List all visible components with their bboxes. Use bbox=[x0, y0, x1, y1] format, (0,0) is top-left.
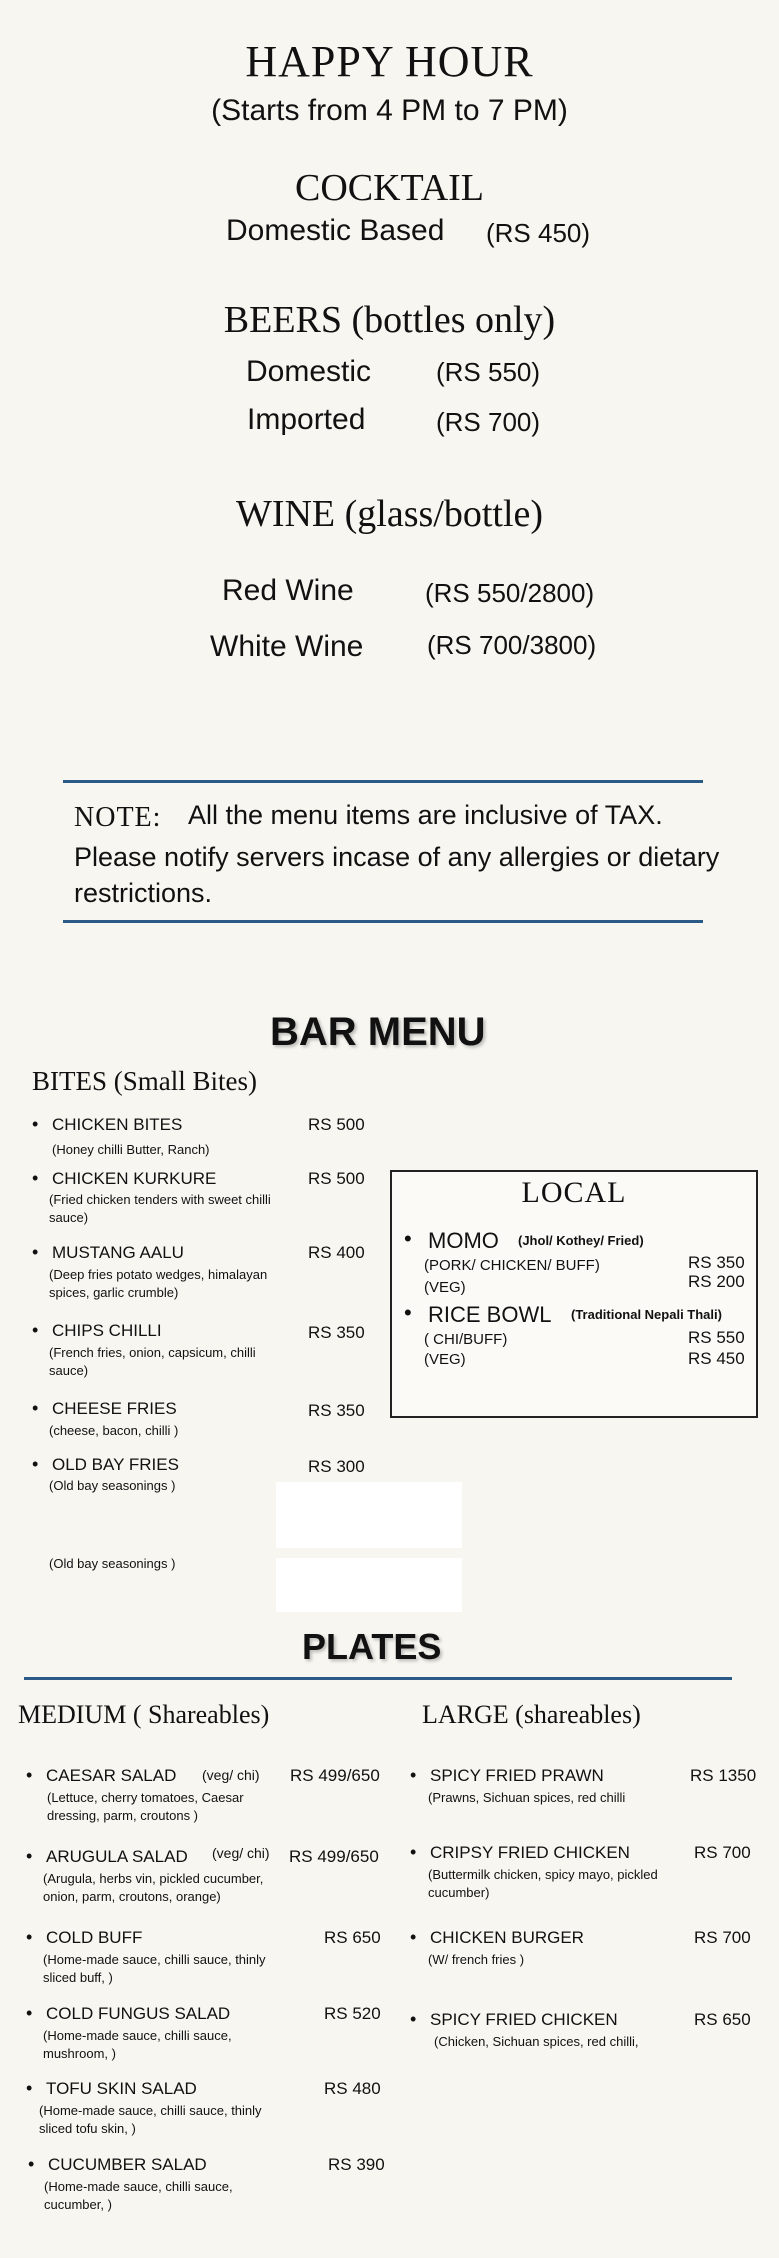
blank-patch bbox=[276, 1558, 462, 1612]
large-title: LARGE (shareables) bbox=[422, 1700, 641, 1729]
item-description: (Home-made sauce, chilli sauce, thinly sliced tofu skin, ) bbox=[39, 2103, 262, 2136]
happy-hour-subtitle: (Starts from 4 PM to 7 PM) bbox=[211, 94, 568, 127]
item-name: CUCUMBER SALAD bbox=[48, 2155, 207, 2174]
note-line-1: All the menu items are inclusive of TAX. bbox=[188, 800, 663, 830]
item-price: RS 520 bbox=[324, 2004, 381, 2023]
bullet: • bbox=[26, 1927, 33, 1947]
variant-price: RS 450 bbox=[688, 1349, 745, 1368]
plates-rule bbox=[24, 1677, 732, 1680]
happy-hour-title: HAPPY HOUR bbox=[245, 37, 534, 86]
bullet: • bbox=[32, 1114, 39, 1134]
item-price: RS 350 bbox=[308, 1323, 365, 1342]
item-price: RS 300 bbox=[308, 1457, 365, 1476]
item-description: (Old bay seasonings ) bbox=[49, 1478, 176, 1493]
note-line-2: Please notify servers incase of any allergies or dietary bbox=[74, 842, 720, 872]
bullet: • bbox=[410, 2009, 417, 2029]
item-description: (Prawns, Sichuan spices, red chilli bbox=[428, 1790, 626, 1805]
item-price: RS 400 bbox=[308, 1243, 365, 1262]
bullet: • bbox=[32, 1242, 39, 1262]
bullet: • bbox=[26, 2003, 33, 2023]
item-price: RS 500 bbox=[308, 1115, 365, 1134]
note-line-3: restrictions. bbox=[74, 878, 213, 908]
item-description: (Fried chicken tenders with sweet chilli sauce) bbox=[49, 1192, 271, 1225]
item-price: RS 499/650 bbox=[290, 1766, 380, 1785]
bullet: • bbox=[32, 1454, 39, 1474]
variant-price: RS 200 bbox=[688, 1272, 745, 1291]
item-name: SPICY FRIED PRAWN bbox=[430, 1766, 604, 1785]
bullet: • bbox=[404, 1226, 412, 1251]
item-name: CHICKEN BURGER bbox=[430, 1928, 584, 1947]
bullet: • bbox=[26, 1765, 33, 1785]
item-description: (Home-made sauce, chilli sauce, mushroom, ) bbox=[43, 2028, 232, 2061]
white-wine-label: White Wine bbox=[210, 630, 364, 663]
item-description: (Arugula, herbs vin, pickled cucumber, onion, parm, croutons, orange) bbox=[43, 1871, 264, 1904]
blank-patch bbox=[276, 1482, 462, 1548]
item-name: CAESAR SALAD bbox=[46, 1766, 177, 1785]
item-tag: (veg/ chi) bbox=[202, 1767, 260, 1783]
local-item-name: MOMO bbox=[428, 1228, 499, 1253]
local-title: LOCAL bbox=[521, 1176, 627, 1209]
item-description: (Honey chilli Butter, Ranch) bbox=[52, 1142, 210, 1157]
item-name: COLD BUFF bbox=[46, 1928, 143, 1947]
variant-label: (VEG) bbox=[424, 1351, 466, 1368]
note-top-rule bbox=[63, 780, 703, 783]
item-name: CHIPS CHILLI bbox=[52, 1321, 162, 1340]
item-price: RS 1350 bbox=[690, 1766, 757, 1785]
item-price: RS 650 bbox=[324, 1928, 381, 1947]
red-wine-label: Red Wine bbox=[222, 574, 354, 607]
repeat-description: (Old bay seasonings ) bbox=[49, 1556, 176, 1571]
item-price: RS 480 bbox=[324, 2079, 381, 2098]
variant-price: RS 550 bbox=[688, 1328, 745, 1347]
item-name: CRIPSY FRIED CHICKEN bbox=[430, 1843, 630, 1862]
local-item-note: (Traditional Nepali Thali) bbox=[571, 1307, 722, 1322]
variant-price: RS 350 bbox=[688, 1253, 745, 1272]
beer-imported-label: Imported bbox=[247, 403, 366, 436]
bar-menu-title: BAR MENU bbox=[270, 1010, 486, 1054]
item-price: RS 500 bbox=[308, 1169, 365, 1188]
bites-title: BITES (Small Bites) bbox=[32, 1066, 257, 1096]
red-wine-price: (RS 550/2800) bbox=[425, 578, 595, 608]
item-description: (W/ french fries ) bbox=[428, 1952, 525, 1967]
item-description: (Buttermilk chicken, spicy mayo, pickled cucumber) bbox=[428, 1867, 658, 1900]
beer-imported-price: (RS 700) bbox=[436, 407, 541, 437]
bullet: • bbox=[28, 2154, 35, 2174]
white-wine-price: (RS 700/3800) bbox=[427, 630, 597, 660]
item-price: RS 700 bbox=[694, 1843, 751, 1862]
variant-label: (VEG) bbox=[424, 1279, 466, 1296]
item-name: ARUGULA SALAD bbox=[46, 1847, 188, 1866]
bullet: • bbox=[410, 1765, 417, 1785]
medium-title: MEDIUM ( Shareables) bbox=[18, 1700, 270, 1729]
item-tag: (veg/ chi) bbox=[212, 1845, 270, 1861]
note-label: NOTE: bbox=[74, 802, 162, 833]
item-name: OLD BAY FRIES bbox=[52, 1455, 179, 1474]
item-description: (French fries, onion, capsicum, chilli sauce) bbox=[49, 1345, 256, 1378]
item-description: (Deep fries potato wedges, himalayan spices, garlic crumble) bbox=[49, 1267, 268, 1300]
item-name: MUSTANG AALU bbox=[52, 1243, 184, 1262]
item-description: (Home-made sauce, chilli sauce, thinly sliced buff, ) bbox=[43, 1952, 266, 1985]
plates-title: PLATES bbox=[302, 1626, 442, 1667]
item-description: (Lettuce, cherry tomatoes, Caesar dressing, parm, croutons ) bbox=[47, 1790, 244, 1823]
item-price: RS 350 bbox=[308, 1401, 365, 1420]
bullet: • bbox=[32, 1398, 39, 1418]
item-name: TOFU SKIN SALAD bbox=[46, 2079, 197, 2098]
bullet: • bbox=[410, 1927, 417, 1947]
item-description: (Chicken, Sichuan spices, red chilli, bbox=[434, 2034, 639, 2049]
bullet: • bbox=[26, 2078, 33, 2098]
variant-label: ( CHI/BUFF) bbox=[424, 1331, 508, 1348]
bullet: • bbox=[26, 1846, 33, 1866]
item-name: CHICKEN BITES bbox=[52, 1115, 183, 1134]
bullet: • bbox=[404, 1300, 412, 1325]
cocktail-title: COCKTAIL bbox=[294, 167, 485, 209]
item-name: COLD FUNGUS SALAD bbox=[46, 2004, 231, 2023]
item-price: RS 700 bbox=[694, 1928, 751, 1947]
item-name: SPICY FRIED CHICKEN bbox=[430, 2010, 618, 2029]
item-price: RS 390 bbox=[328, 2155, 385, 2174]
item-price: RS 499/650 bbox=[289, 1847, 379, 1866]
item-description: (cheese, bacon, chilli ) bbox=[49, 1423, 179, 1438]
beers-title: BEERS (bottles only) bbox=[223, 299, 556, 341]
local-item-note: (Jhol/ Kothey/ Fried) bbox=[518, 1233, 644, 1248]
cocktail-label: Domestic Based bbox=[226, 214, 445, 247]
bullet: • bbox=[32, 1168, 39, 1188]
beer-domestic-label: Domestic bbox=[246, 355, 372, 388]
variant-label: (PORK/ CHICKEN/ BUFF) bbox=[424, 1257, 600, 1274]
item-price: RS 650 bbox=[694, 2010, 751, 2029]
bullet: • bbox=[410, 1842, 417, 1862]
wine-title: WINE (glass/bottle) bbox=[235, 493, 544, 535]
beer-domestic-price: (RS 550) bbox=[436, 357, 541, 387]
item-description: (Home-made sauce, chilli sauce, cucumber, ) bbox=[44, 2179, 233, 2212]
item-name: CHEESE FRIES bbox=[52, 1399, 177, 1418]
item-name: CHICKEN KURKURE bbox=[52, 1169, 217, 1188]
local-item-name: RICE BOWL bbox=[428, 1302, 552, 1327]
bullet: • bbox=[32, 1320, 39, 1340]
cocktail-price: (RS 450) bbox=[486, 218, 591, 248]
note-bottom-rule bbox=[63, 920, 703, 923]
